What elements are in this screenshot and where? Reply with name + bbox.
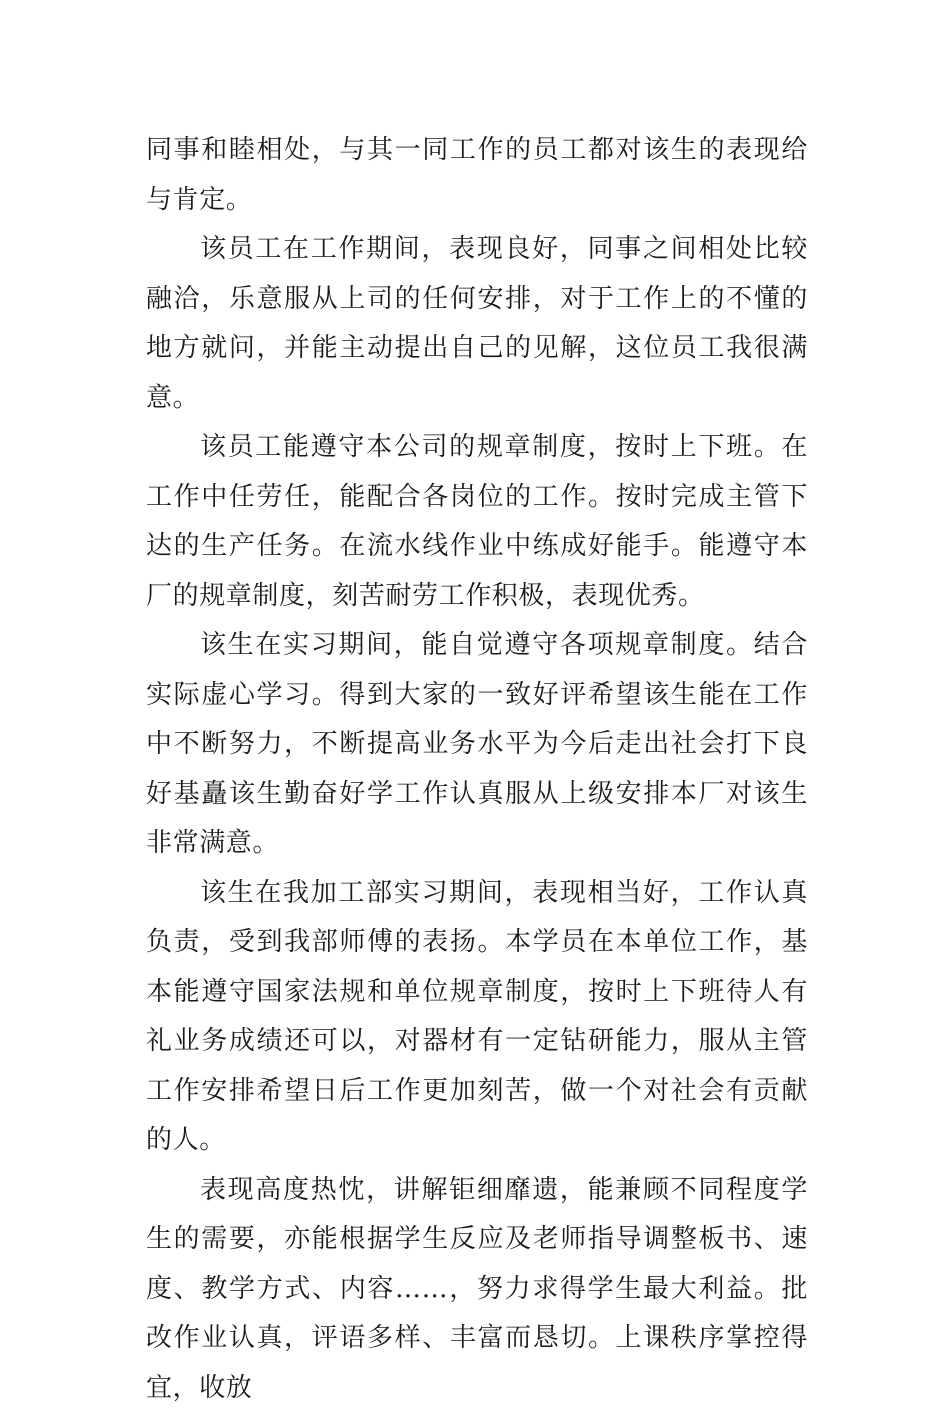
paragraph-2: 该员工在工作期间，表现良好，同事之间相处比较融洽，乐意服从上司的任何安排，对于工作上的不懂的地方就问，并能主动提出自己的见解，这位员工我很满意。 (146, 225, 808, 423)
paragraph-6: 表现高度热忱，讲解钜细靡遗，能兼顾不同程度学生的需要，亦能根据学生反应及老师指导调整板书、速度、教学方式、内容……，努力求得学生最大利益。批改作业认真，评语多样、丰富而恳切。上课秩序掌控得宜，收放 (146, 1166, 808, 1413)
paragraph-5: 该生在我加工部实习期间，表现相当好，工作认真负责，受到我部师傅的表扬。本学员在本单位工作，基本能遵守国家法规和单位规章制度，按时上下班待人有礼业务成绩还可以，对器材有一定钻研能力，服从主管工作安排希望日后工作更加刻苦，做一个对社会有贡献的人。 (146, 869, 808, 1166)
paragraph-3: 该员工能遵守本公司的规章制度，按时上下班。在工作中任劳任，能配合各岗位的工作。按时完成主管下达的生产任务。在流水线作业中练成好能手。能遵守本厂的规章制度，刻苦耐劳工作积极，表现优秀。 (146, 423, 808, 621)
document-page (146, 126, 808, 1413)
paragraph-4: 该生在实习期间，能自觉遵守各项规章制度。结合实际虚心学习。得到大家的一致好评希望该生能在工作中不断努力，不断提高业务水平为今后走出社会打下良好基矗该生勤奋好学工作认真服从上级安排本厂对该生非常满意。 (146, 621, 808, 869)
paragraph-1: 同事和睦相处，与其一同工作的员工都对该生的表现给与肯定。 (146, 126, 808, 225)
